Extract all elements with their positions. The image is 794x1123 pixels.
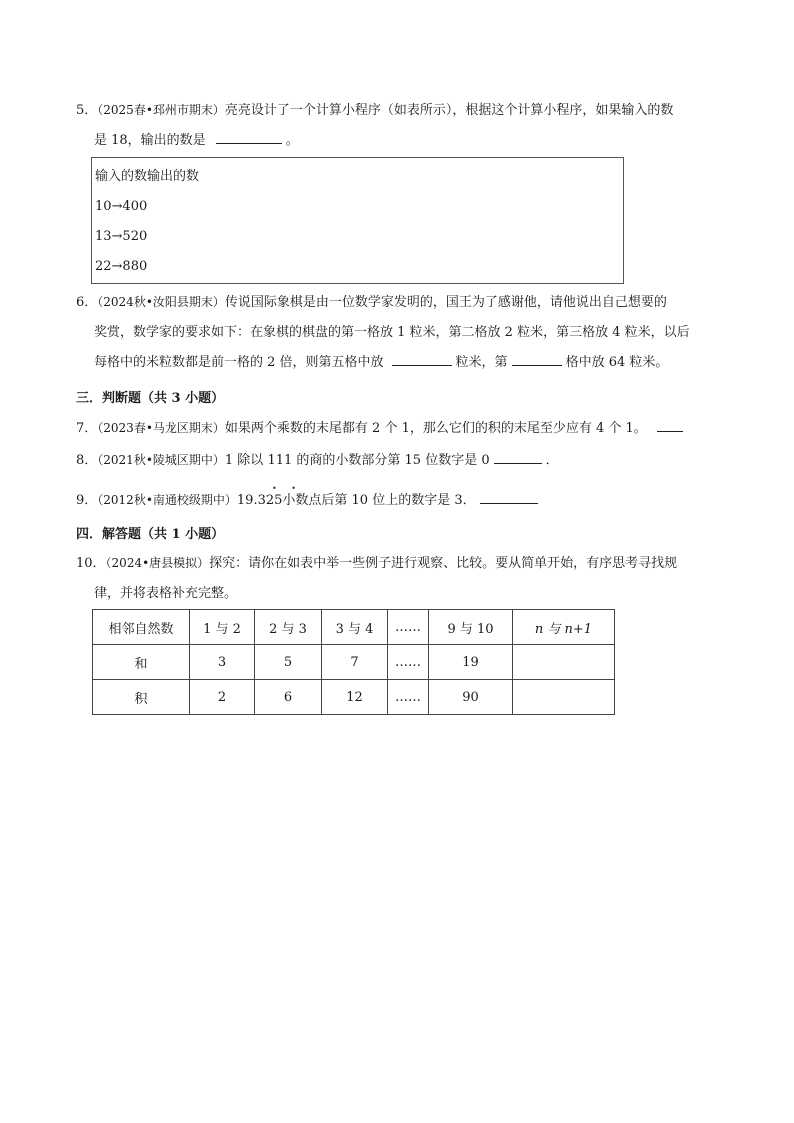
table-cell: 2 与 3 <box>255 610 322 645</box>
question-6 <box>76 287 726 378</box>
question-text: 如果两个乘数的末尾都有 2 个 1，那么它们的积的末尾至少应有 4 个 1。 <box>224 421 647 436</box>
section-heading: 四．解答题（共 1 小题） <box>76 527 225 542</box>
pattern-table <box>92 609 615 715</box>
question-number: 9． <box>76 493 98 508</box>
table-cell: 积 <box>93 680 190 715</box>
question-source: （2025春•邳州市期末） <box>97 103 225 117</box>
box-row: 10→400 <box>95 199 148 214</box>
question-text: 1 除以 111 的商的小数部分第 15 位数字是 0 <box>224 453 490 468</box>
table-cell: …… <box>388 680 429 715</box>
question-source: （2021秋•陵城区期中） <box>97 453 225 467</box>
answer-blank[interactable] <box>392 351 452 366</box>
table-cell: 3 与 4 <box>322 610 388 645</box>
table-cell: 和 <box>93 645 190 680</box>
question-source: （2012秋•南通校级期中） <box>97 493 237 507</box>
question-text: 19.325小数点后第 10 位上的数字是 3． <box>236 493 476 508</box>
table-cell: 5 <box>255 645 322 680</box>
table-cell: 12 <box>322 680 388 715</box>
table-cell: 相邻自然数 <box>93 610 190 645</box>
question-text: 律，并将表格补充完整。 <box>94 586 238 601</box>
question-source: （2024•唐县模拟） <box>105 556 210 570</box>
table-cell: …… <box>388 610 429 645</box>
question-number: 5． <box>76 103 98 118</box>
question-text: 奖赏，数学家的要求如下：在象棋的棋盘的第一格放 1 粒米，第二格放 2 粒米，第三格放 4 粒米，以后 <box>94 325 690 340</box>
answer-cell[interactable] <box>513 645 615 680</box>
question-text: 传说国际象棋是由一位数学家发明的，国王为了感谢他，请他说出自己想要的 <box>224 295 667 310</box>
question-text: 探究：请你在如表中举一些例子进行观察、比较。要从简单开始，有序思考寻找规 <box>209 556 678 571</box>
box-row: 22→880 <box>95 259 148 274</box>
question-text: 是 18，输出的数是 <box>94 133 206 148</box>
table-cell: 19 <box>429 645 513 680</box>
question-text: 格中放 64 粒米。 <box>565 355 669 370</box>
question-number: 8． <box>76 453 98 468</box>
question-text: 亮亮设计了一个计算小程序（如表所示），根据这个计算小程序，如果输入的数 <box>224 103 674 118</box>
table-cell: 3 <box>190 645 255 680</box>
table-cell: …… <box>388 645 429 680</box>
table-cell: 6 <box>255 680 322 715</box>
question-number: 10． <box>76 556 106 571</box>
answer-cell[interactable] <box>513 680 615 715</box>
question-source: （2024秋•汝阳县期末） <box>97 295 225 309</box>
answer-blank[interactable] <box>657 417 683 432</box>
answer-blank[interactable] <box>480 489 538 504</box>
table-cell: 2 <box>190 680 255 715</box>
answer-blank[interactable] <box>216 129 282 144</box>
table-cell: 1 与 2 <box>190 610 255 645</box>
question-5 <box>76 95 726 156</box>
table-cell: 7 <box>322 645 388 680</box>
table-header-row <box>93 610 615 645</box>
question-text: 每格中的米粒数都是前一格的 2 倍，则第五格中放 <box>94 355 384 370</box>
question-text: ． <box>545 453 559 468</box>
box-header: 输入的数输出的数 <box>95 169 200 184</box>
question-number: 7． <box>76 421 98 436</box>
table-cell: 9 与 10 <box>429 610 513 645</box>
question-9 <box>76 485 726 516</box>
question-text: 。 <box>285 133 299 148</box>
question-number: 6． <box>76 295 98 310</box>
repeating-decimal-dots: • • <box>272 484 302 493</box>
answer-blank[interactable] <box>494 449 542 464</box>
box-row: 13→520 <box>95 229 148 244</box>
answer-blank[interactable] <box>512 351 562 366</box>
question-8 <box>76 445 726 476</box>
table-row <box>93 680 615 715</box>
table-row <box>93 645 615 680</box>
section-heading: 三．判断题（共 3 小题） <box>76 391 225 406</box>
question-text: 粒米，第 <box>455 355 508 370</box>
question-source: （2023春•马龙区期末） <box>97 421 225 435</box>
table-cell: n 与 n+1 <box>513 610 615 645</box>
question-10 <box>76 548 726 609</box>
question-7 <box>76 413 726 444</box>
table-cell: 90 <box>429 680 513 715</box>
program-table-box <box>91 157 624 284</box>
